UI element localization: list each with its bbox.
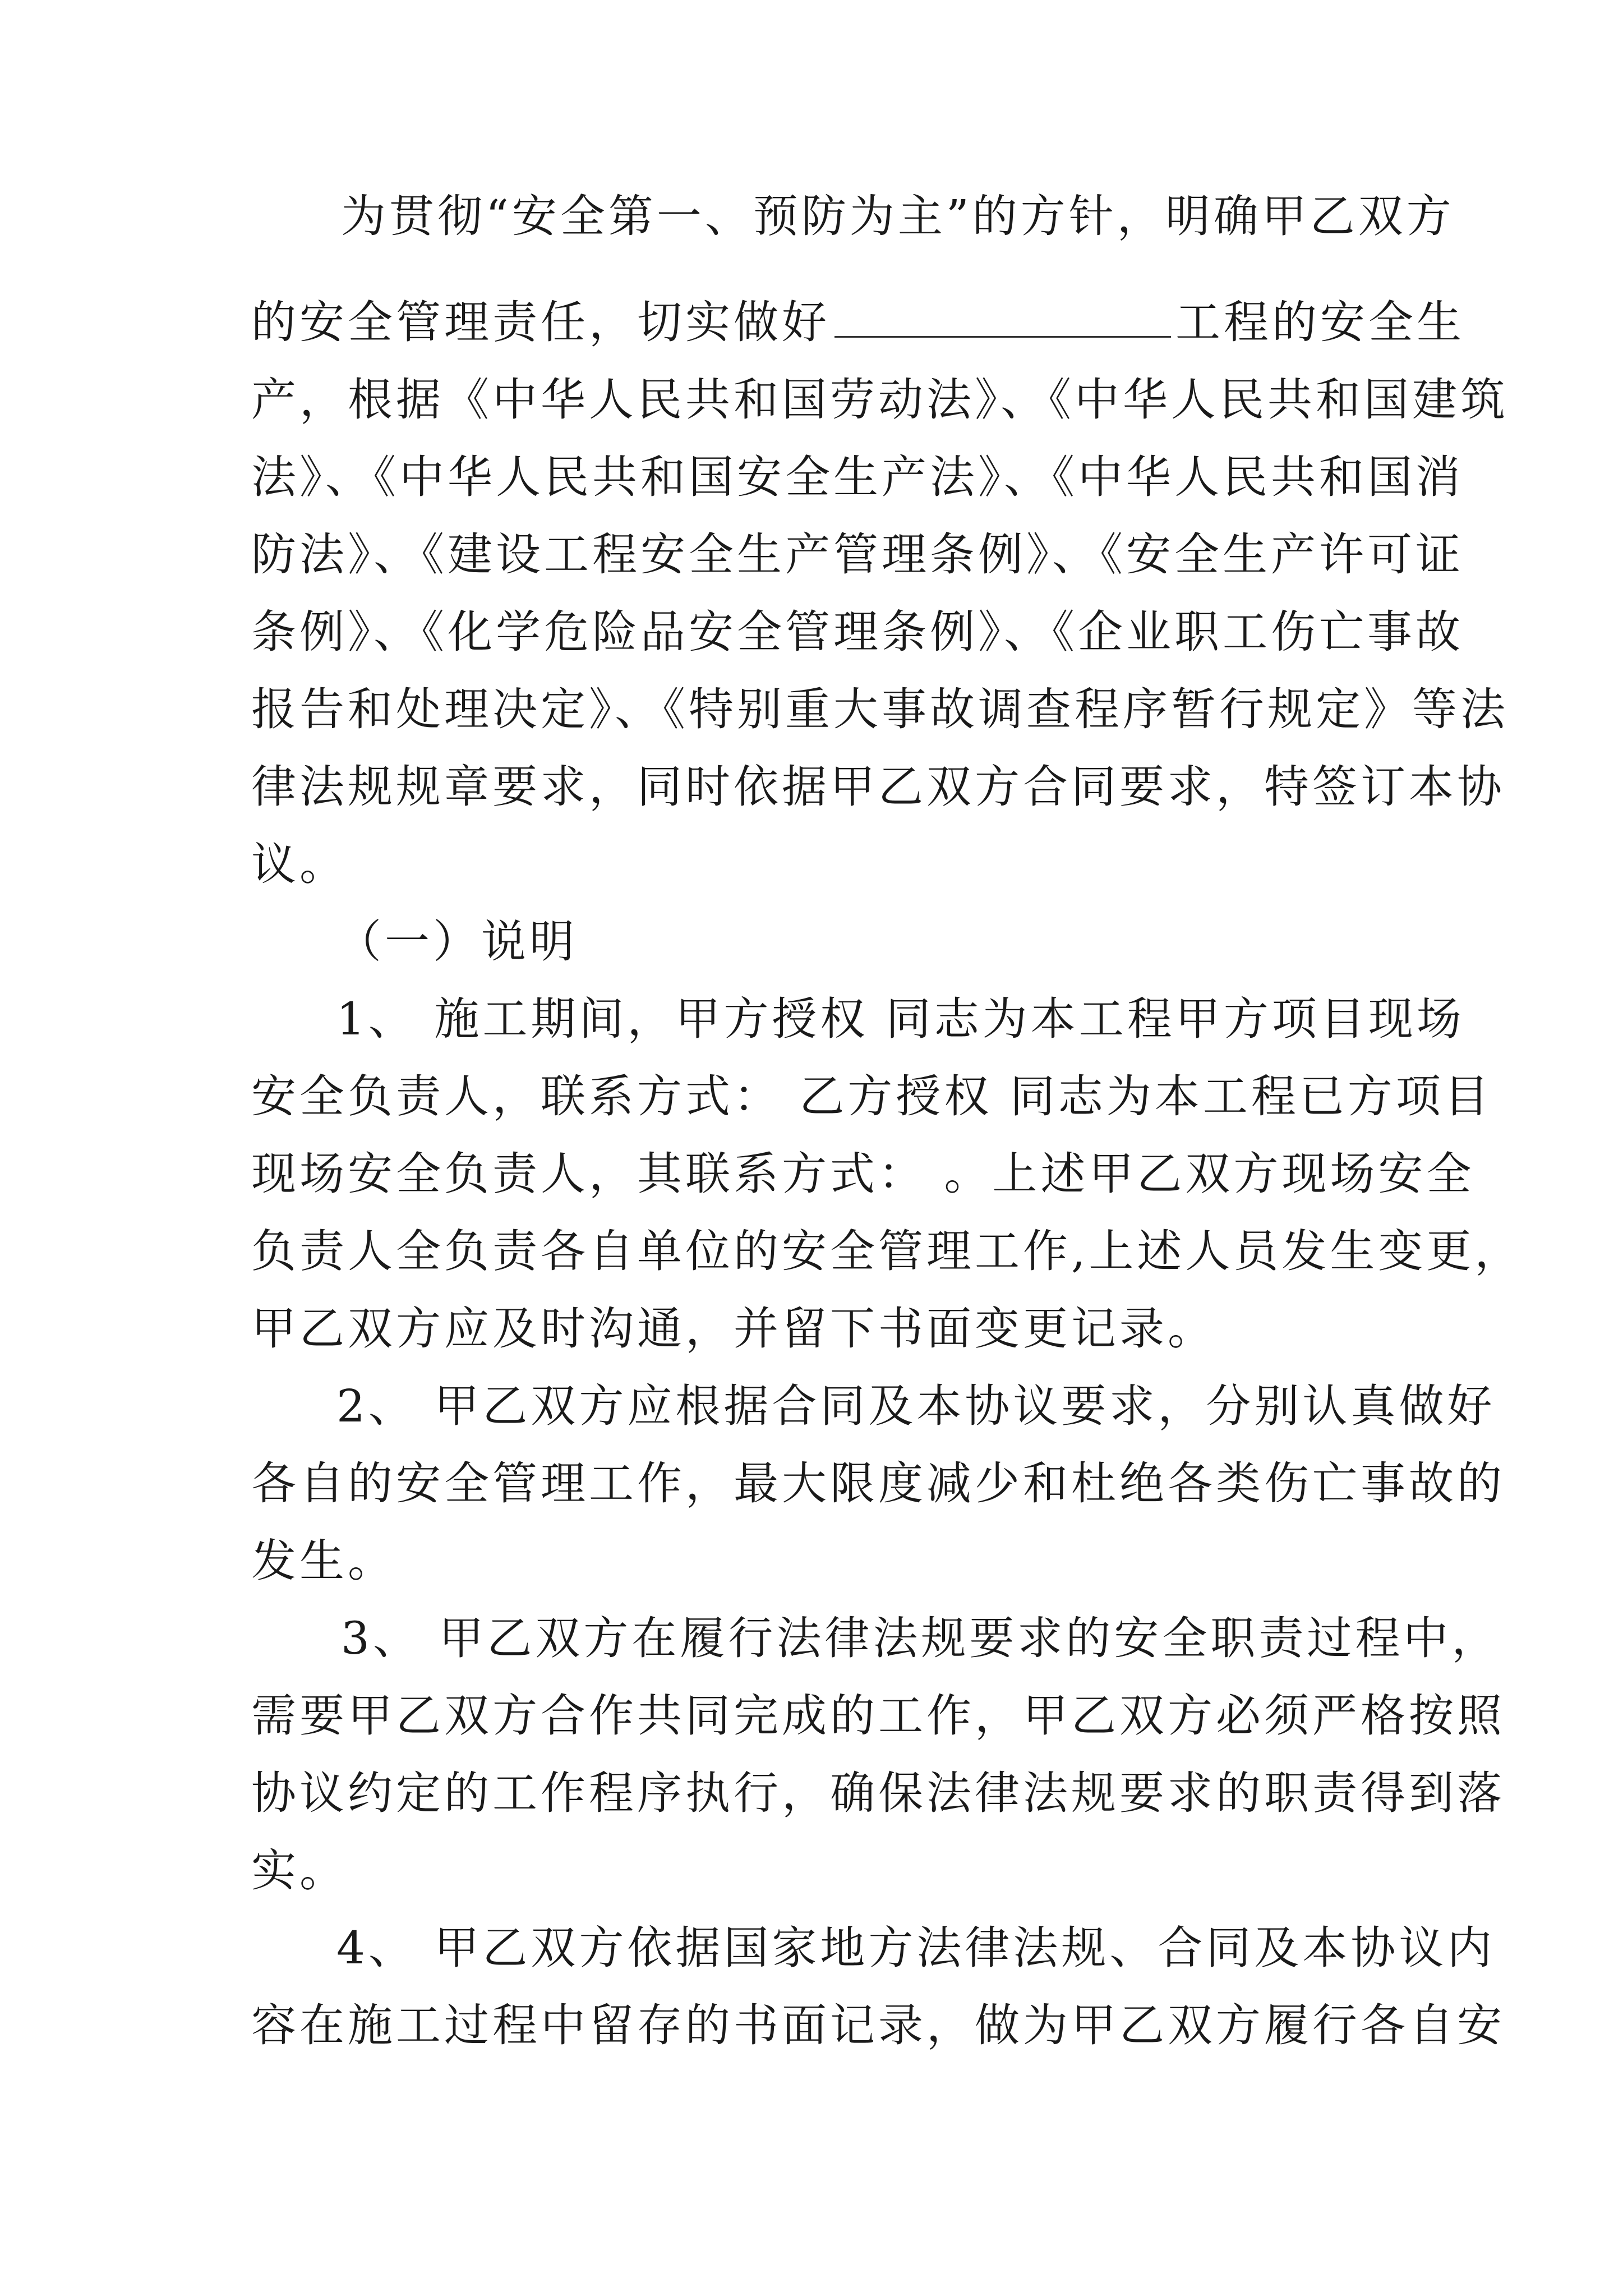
project-name-blank	[834, 297, 1171, 338]
item4-line-1: 4、 甲乙双方依据国家地方法律法规、合同及本协议内	[336, 1922, 1496, 1974]
item2-line-3: 发生。	[251, 1535, 396, 1587]
intro-line-6: 条例》、《化学危险品安全管理条例》、《企业职工伤亡事故	[251, 606, 1464, 658]
item1-line-5: 甲乙双方应及时沟通，并留下书面变更记录。	[251, 1303, 1216, 1355]
item3-line-4: 实。	[251, 1844, 348, 1897]
intro-line-2	[251, 295, 1465, 351]
item1-line-2: 安全负责人，联系方式： 乙方授权 同志为本工程已方项目	[251, 1070, 1492, 1122]
item2-line-2: 各自的安全管理工作，最大限度减少和杜绝各类伤亡事故的	[251, 1457, 1505, 1510]
intro-line-2-end: 工程的安全生	[1175, 296, 1465, 348]
item3-line-2: 需要甲乙双方合作共同完成的工作，甲乙双方必须严格按照	[251, 1690, 1505, 1742]
intro-line-3: 产，根据《中华人民共和国劳动法》、《中华人民共和国建筑	[251, 374, 1509, 426]
intro-line-4: 法》、《中华人民共和国安全生产法》、《中华人民共和国消	[251, 451, 1464, 503]
item1-line-1: 1、 施工期间，甲方授权 同志为本工程甲方项目现场	[336, 993, 1465, 1045]
item1-line-4: 负责人全负责各自单位的安全管理工作,上述人员发生变更，	[251, 1225, 1523, 1277]
item1-line-3: 现场安全负责人，其联系方式： 。上述甲乙双方现场安全	[251, 1148, 1475, 1200]
intro-line-1: 为贯彻“安全第一、预防为主”的方针，明确甲乙双方	[341, 190, 1455, 242]
intro-line-2-start: 的安全管理责任，切实做好	[251, 296, 830, 348]
intro-line-8: 律法规规章要求，同时依据甲乙双方合同要求，特签订本协	[251, 761, 1505, 813]
item3-line-1: 3、 甲乙双方在履行法律法规要求的安全职责过程中，	[341, 1612, 1500, 1664]
item3-line-3: 协议约定的工作程序执行，确保法律法规要求的职责得到落	[251, 1767, 1505, 1819]
item4-line-2: 容在施工过程中留存的书面记录，做为甲乙双方履行各自安	[251, 1999, 1505, 2051]
item2-line-1: 2、 甲乙双方应根据合同及本协议要求，分别认真做好	[336, 1380, 1496, 1432]
intro-line-7: 报告和处理决定》、《特别重大事故调查程序暂行规定》等法	[251, 683, 1509, 735]
section-heading: （一）说明	[336, 915, 578, 968]
intro-line-9: 议。	[251, 838, 348, 890]
intro-line-5: 防法》、《建设工程安全生产管理条例》、《安全生产许可证	[251, 528, 1464, 581]
